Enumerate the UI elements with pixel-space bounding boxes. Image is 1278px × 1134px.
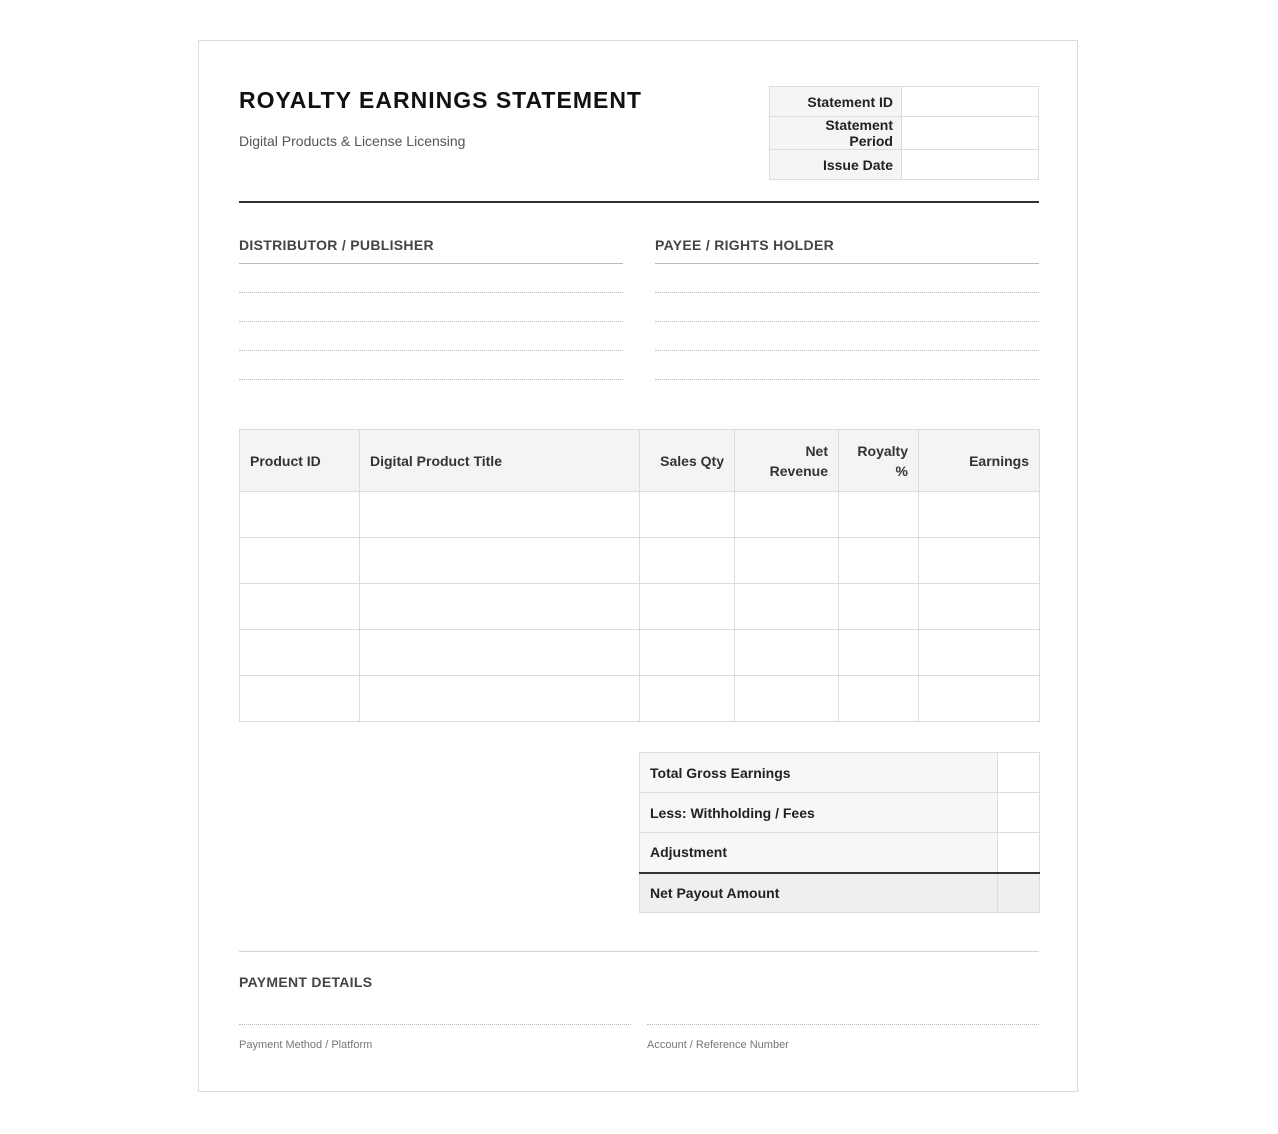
withholding-row	[640, 793, 1040, 833]
payee-line-2[interactable]	[655, 293, 1039, 322]
table-cell[interactable]	[640, 630, 735, 676]
table-header-row	[240, 430, 1040, 492]
adjustment-row	[640, 833, 1040, 873]
table-cell[interactable]	[919, 492, 1040, 538]
payment-divider	[239, 951, 1039, 952]
net-payout-row	[640, 873, 1040, 913]
adjustment-label: Adjustment	[640, 833, 998, 873]
table-cell[interactable]	[735, 676, 839, 722]
distributor-line-2[interactable]	[239, 293, 623, 322]
table-cell[interactable]	[839, 630, 919, 676]
statement-meta-table	[769, 86, 1039, 180]
statement-id-field[interactable]	[902, 87, 1039, 117]
meta-row-statement-period	[770, 117, 1039, 150]
account-reference-label: Account / Reference Number	[647, 1039, 789, 1051]
column-header-royalty-percent: Royalty %	[839, 430, 919, 492]
table-cell[interactable]	[735, 538, 839, 584]
withholding-label: Less: Withholding / Fees	[640, 793, 998, 833]
distributor-heading: DISTRIBUTOR / PUBLISHER	[239, 237, 623, 264]
table-cell[interactable]	[640, 584, 735, 630]
total-gross-label: Total Gross Earnings	[640, 753, 998, 793]
payee-line-1[interactable]	[655, 264, 1039, 293]
table-cell[interactable]	[919, 676, 1040, 722]
table-cell[interactable]	[360, 630, 640, 676]
table-cell[interactable]	[839, 492, 919, 538]
statement-page	[198, 40, 1078, 1092]
issue-date-field[interactable]	[902, 150, 1039, 180]
table-cell[interactable]	[640, 538, 735, 584]
distributor-line-4[interactable]	[239, 351, 623, 380]
withholding-field[interactable]	[998, 793, 1040, 833]
statement-period-field[interactable]	[902, 117, 1039, 150]
distributor-line-1[interactable]	[239, 264, 623, 293]
table-cell[interactable]	[360, 676, 640, 722]
table-cell[interactable]	[735, 492, 839, 538]
payee-line-4[interactable]	[655, 351, 1039, 380]
table-cell[interactable]	[240, 492, 360, 538]
adjustment-field[interactable]	[998, 833, 1040, 873]
total-gross-row	[640, 753, 1040, 793]
table-cell[interactable]	[735, 630, 839, 676]
page-subtitle: Digital Products & License Licensing	[239, 133, 466, 149]
distributor-line-3[interactable]	[239, 322, 623, 351]
payment-method-field	[239, 1023, 631, 1051]
header-divider	[239, 201, 1039, 203]
table-cell[interactable]	[360, 492, 640, 538]
table-row	[240, 676, 1040, 722]
payee-line-3[interactable]	[655, 322, 1039, 351]
meta-row-statement-id	[770, 87, 1039, 117]
total-gross-field[interactable]	[998, 753, 1040, 793]
table-row	[240, 630, 1040, 676]
table-cell[interactable]	[919, 538, 1040, 584]
table-cell[interactable]	[919, 584, 1040, 630]
table-cell[interactable]	[360, 538, 640, 584]
table-cell[interactable]	[839, 538, 919, 584]
table-cell[interactable]	[240, 630, 360, 676]
table-cell[interactable]	[240, 676, 360, 722]
account-reference-line[interactable]	[647, 1023, 1039, 1025]
totals-table	[639, 752, 1040, 913]
table-cell[interactable]	[919, 630, 1040, 676]
page-title: ROYALTY EARNINGS STATEMENT	[239, 87, 642, 113]
table-cell[interactable]	[640, 492, 735, 538]
table-cell[interactable]	[240, 538, 360, 584]
table-cell[interactable]	[240, 584, 360, 630]
column-header-product-title: Digital Product Title	[360, 430, 640, 492]
payment-details-heading: PAYMENT DETAILS	[239, 974, 373, 990]
statement-period-label: Statement Period	[770, 117, 902, 150]
issue-date-label: Issue Date	[770, 150, 902, 180]
payment-method-line[interactable]	[239, 1023, 631, 1025]
table-cell[interactable]	[360, 584, 640, 630]
distributor-section	[239, 237, 623, 380]
column-header-sales-qty: Sales Qty	[640, 430, 735, 492]
table-cell[interactable]	[839, 584, 919, 630]
statement-id-label: Statement ID	[770, 87, 902, 117]
table-row	[240, 492, 1040, 538]
payee-section	[655, 237, 1039, 380]
table-cell[interactable]	[735, 584, 839, 630]
net-payout-label: Net Payout Amount	[640, 873, 998, 913]
table-row	[240, 538, 1040, 584]
column-header-product-id: Product ID	[240, 430, 360, 492]
net-payout-field[interactable]	[998, 873, 1040, 913]
payee-heading: PAYEE / RIGHTS HOLDER	[655, 237, 1039, 264]
table-cell[interactable]	[839, 676, 919, 722]
payment-method-label: Payment Method / Platform	[239, 1039, 373, 1051]
column-header-earnings: Earnings	[919, 430, 1040, 492]
table-cell[interactable]	[640, 676, 735, 722]
table-row	[240, 584, 1040, 630]
earnings-table	[239, 429, 1040, 722]
meta-row-issue-date	[770, 150, 1039, 180]
column-header-net-revenue: Net Revenue	[735, 430, 839, 492]
account-reference-field	[647, 1023, 1039, 1051]
